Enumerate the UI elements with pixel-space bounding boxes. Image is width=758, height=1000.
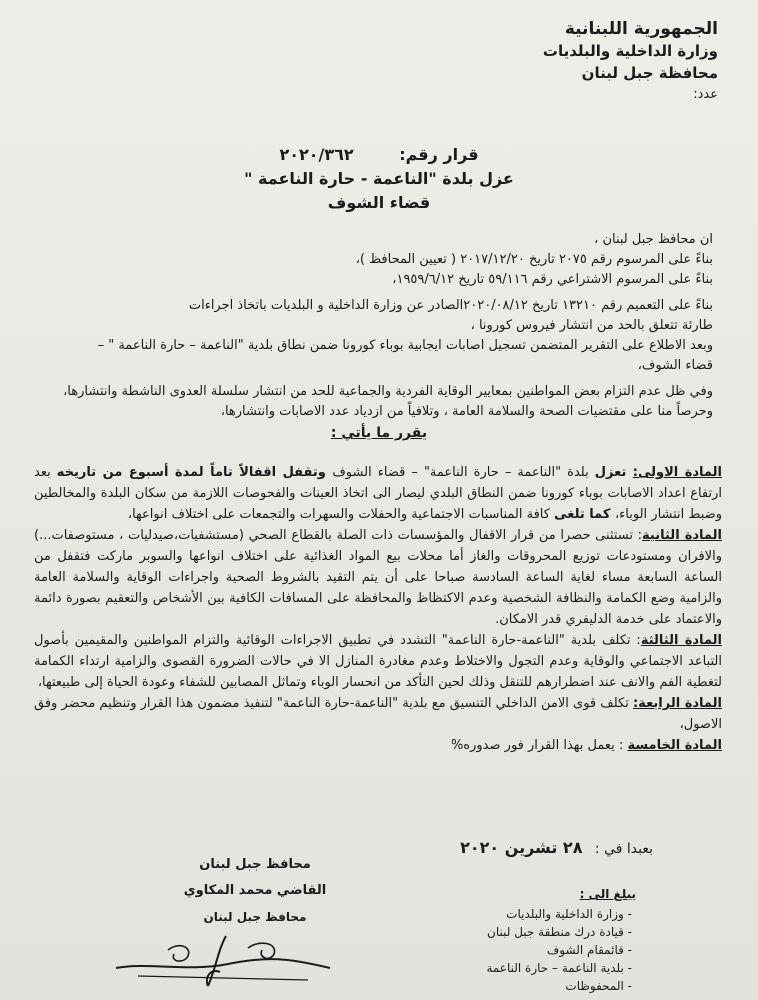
preamble-line: قضاء الشوف، (637, 358, 713, 373)
article-text: بعد ارتفاع اعداد الاصابات بوباء كورونا ضمن النطاق البلدي ليصار الى اتخاذ العينات والفحوصات اللازمة من سكان البلدة والمخالطين وضبط انتشار الوباء، (34, 465, 722, 522)
issue-date-label: بعبدا في : (594, 841, 653, 857)
distribution-item: - قيادة درك منطقة جبل لبنان (486, 923, 632, 941)
article-text: بلدة "الناعمة – حارة الناعمة" – قضاء الشوف (332, 465, 595, 480)
decides-heading (0, 425, 758, 441)
article-first (34, 462, 722, 525)
distribution-heading: يبلغ الى : (579, 887, 636, 901)
distribution-item: - وزارة الداخلية والبلديات (486, 905, 632, 923)
preamble-line: وفي ظل عدم التزام بعض المواطنين بمعايير الوقاية الفردية والجماعية للحد من انتشار سلسلة العدوى الناشطة وانتشارها، (63, 384, 713, 399)
preamble (40, 230, 713, 422)
signatory-title: محافظ جبل لبنان (199, 857, 311, 872)
distribution-item: - المحفوظات (486, 977, 632, 995)
article-text-bold: وتقفل اقفالاً تاماً لمدة أسبوع من تاريخه (56, 465, 333, 480)
article-third (34, 630, 722, 693)
article-text: : تكلف بلدية "الناعمة-حارة الناعمة" التشدد في تطبيق الاجراءات الوقائية والتزام المواطنين والمقيمين بأصول التباعد الاجتماعي والوقاية وعدم التجول والاختلاط وعدم مغادرة المنازل الا في حالات الضرورة القصوى والزامية ارتداء الكمامة لتغطية الفم والانف عند اضطرارهم للتنقل وذلك لحين التأكد من انحسار الوباء وتماثل المصابين للشفاء وعودة الحياة إلى طبيعتها، (34, 633, 722, 690)
signatory-name: القاضي محمد المكاوي (183, 883, 327, 898)
article-second (34, 525, 722, 630)
decision-number-label: قرار رقم: (399, 145, 479, 164)
preamble-line: وحرصاً منا على مقتضيات الصحة والسلامة العامة ، وتلافياً من ازدياد عدد الاصابات وانتشارها، (220, 404, 713, 419)
issue-date-value: ٢٨ تشرين ٢٠٢٠ (460, 838, 583, 857)
preamble-line: بناءً على المرسوم الاشتراعي رقم ٥٩/١١٦ تاريخ ١٩٥٩/٦/١٢، (392, 272, 713, 287)
preamble-line: طارئة تتعلق بالحد من انتشار فيروس كورونا ، (470, 318, 713, 333)
governorate-name: محافظة جبل لبنان (581, 64, 718, 82)
article-fifth (34, 735, 722, 756)
handwritten-signature (108, 928, 338, 990)
republic-name: الجمهورية اللبنانية (564, 19, 718, 39)
decides-text: يقرر ما يأتي : (330, 425, 428, 441)
signature-block (165, 852, 345, 930)
distribution-item: - بلدية الناعمة – حارة الناعمة (486, 959, 632, 977)
article-text: : تستثنى حصرا من قرار الاقفال والمؤسسات ذات الصلة بالقطاع الصحي (مستشفيات،صيدليات ، مستوصفات...) والافران ومستودعات توزيع المحروقات والغاز أما محلات بيع المواد الغذائية على اختلاف انواعها والسوبر ماركت فتقفل من الساعة السابعة مساء لغاية الساعة السادسة صباحا على أن يتم التقيد بالشروط الصحية واجراءات الوقاية والسلامة العامة والزامية وضع الكمامة والنظافة الشخصية وعدم الاكتظاظ والمحافظة على المسافات الكافية بين الأشخاص والتعقيم بصورة دائمة والاعتماد على خدمة الدليفري قدر الامكان. (34, 528, 722, 627)
preamble-line: بناءً على التعميم رقم ١٣٢١٠ تاريخ ٢٠٢٠/٠٨/١٢الصادر عن وزارة الداخلية و البلديات باتخاذ اجراءات (188, 298, 713, 313)
article-heading: المادة الاولى: (632, 465, 722, 480)
preamble-line: بناءً على المرسوم رقم ٢٠٧٥ تاريخ ٢٠١٧/١٢/٢٠ ( تعيين المحافظ )، (355, 252, 713, 267)
decision-number: ٢٠٢٠/٣٦٢ (279, 145, 354, 164)
decision-number-line (0, 142, 758, 167)
distribution-list (486, 885, 648, 995)
reference-number-label: عدد: (693, 87, 718, 102)
article-text: كافة المناسبات الاجتماعية والحفلات والسهرات والتجمعات على اختلاف انواعها، (127, 507, 555, 522)
article-heading: المادة الثالثة (640, 633, 722, 648)
article-text: : يعمل بهذا القرار فور صدوره% (450, 738, 628, 753)
article-text-bold: كما تلغى (554, 507, 615, 522)
article-text: تكلف قوى الامن الداخلي التنسيق مع بلدية "الناعمة-حارة الناعمة" لتنفيذ مضمون هذا القرار وتنظيم محضر وفق الاصول، (34, 696, 722, 732)
distribution-item: - قائمقام الشوف (486, 941, 632, 959)
article-fourth (34, 693, 722, 735)
issue-date (460, 838, 653, 857)
articles (34, 462, 722, 756)
article-heading: المادة الثانية (642, 528, 722, 543)
preamble-line: وبعد الاطلاع على التقرير المتضمن تسجيل اصابات ايجابية بوباء كورونا ضمن نطاق بلدية "الناعمة – حارة الناعمة " – (97, 338, 713, 353)
letterhead (543, 18, 718, 106)
article-heading: المادة الرابعة: (632, 696, 722, 711)
preamble-line: ان محافظ جبل لبنان ، (594, 232, 713, 247)
article-text-bold: تعزل (594, 465, 633, 480)
stamp-title: محافظ جبل لبنان (203, 910, 307, 924)
ministry-name: وزارة الداخلية والبلديات (542, 42, 718, 60)
decision-subject: عزل بلدة "الناعمة - حارة الناعمة " (244, 169, 514, 188)
decision-district: قضاء الشوف (327, 193, 431, 212)
article-heading: المادة الخامسة (627, 738, 722, 753)
